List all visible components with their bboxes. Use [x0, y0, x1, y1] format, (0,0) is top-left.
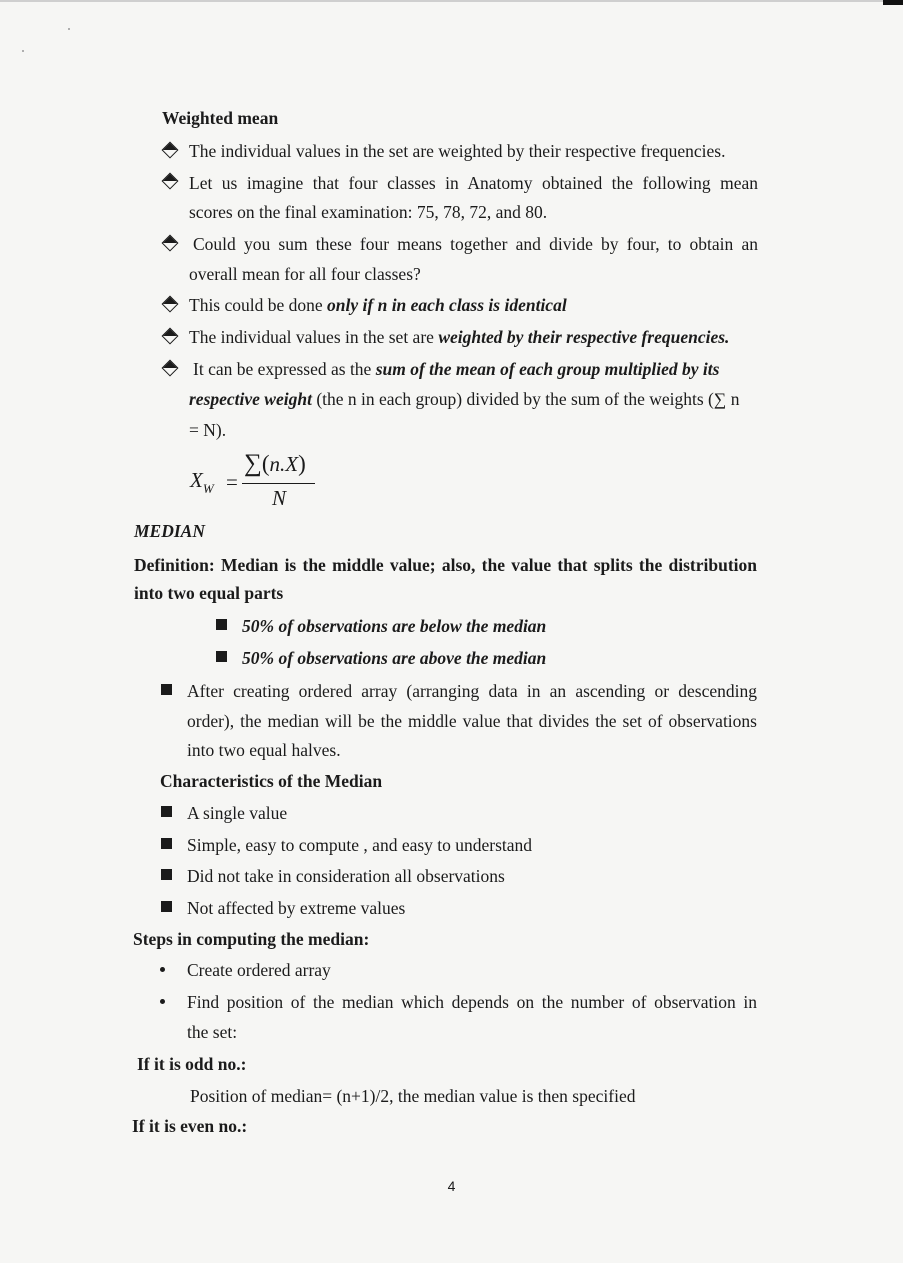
- diamond-bullet-icon: [162, 235, 179, 252]
- fraction-bar: [242, 483, 315, 484]
- formula-lhs-var: X: [190, 468, 203, 492]
- scan-speck: [22, 50, 24, 52]
- weighted-bullet-4-text: This could be done: [189, 295, 328, 315]
- characteristic-item: Simple, easy to compute , and easy to understand: [187, 835, 533, 855]
- weighted-bullet-6-rest: (the n in each group) divided by the sum of the weights (∑ n: [311, 389, 740, 409]
- steps-heading: Steps in computing the median:: [133, 929, 370, 949]
- diamond-bullet-icon: [162, 142, 179, 159]
- weighted-bullet-5: [189, 326, 729, 348]
- square-bullet-icon: [161, 838, 172, 849]
- step-item-1: Create ordered array: [187, 960, 331, 980]
- square-bullet-icon: [161, 806, 172, 817]
- diamond-bullet-icon: [162, 328, 179, 345]
- weighted-bullet-6-emphasis: sum of the mean of each group multiplied by its: [375, 359, 720, 379]
- weighted-bullet-3-line-2: overall mean for all four classes?: [189, 264, 421, 284]
- weighted-mean-formula: [188, 450, 328, 512]
- formula-numerator-var: n.X: [269, 452, 299, 476]
- formula-paren-close: ): [298, 451, 306, 476]
- square-bullet-icon: [161, 901, 172, 912]
- weighted-bullet-5-emphasis: weighted by their respective frequencies.: [438, 327, 730, 347]
- diamond-bullet-icon: [162, 173, 179, 190]
- weighted-bullet-2-line-2: scores on the final examination: 75, 78, 72, and 80.: [189, 202, 548, 222]
- page-top-edge: [0, 0, 903, 2]
- median-after-line-2: order), the median will be the middle value that divides the set of observations: [187, 711, 757, 731]
- characteristics-heading: Characteristics of the Median: [160, 771, 383, 791]
- median-after-line-3: into two equal halves.: [187, 740, 341, 760]
- formula-paren-open: (: [261, 451, 270, 476]
- median-after-line-1: After creating ordered array (arranging data in an ascending or descending: [187, 681, 757, 701]
- formula-numerator: [244, 450, 306, 478]
- step-item-2-line-1: Find position of the median which depends on the number of observation in: [187, 992, 757, 1012]
- characteristic-item: Not affected by extreme values: [187, 898, 406, 918]
- square-bullet-icon: [216, 619, 227, 630]
- diamond-bullet-icon: [162, 360, 179, 377]
- round-bullet-icon: [160, 967, 165, 972]
- weighted-bullet-6-line-2: [189, 388, 739, 410]
- median-definition-line-2: into two equal parts: [134, 583, 284, 603]
- median-split-above: 50% of observations are above the median: [242, 648, 547, 668]
- page-number: 4: [447, 1178, 456, 1194]
- weighted-bullet-6-emphasis-2: respective weight: [189, 389, 312, 409]
- weighted-bullet-4-emphasis: only if n in each class is identical: [327, 295, 567, 315]
- median-split-below: 50% of observations are below the median: [242, 616, 547, 636]
- scan-speck: [68, 28, 70, 30]
- round-bullet-icon: [160, 999, 165, 1004]
- median-definition-line-1: Definition: Median is the middle value; also, the value that splits the distribution: [134, 555, 757, 575]
- weighted-bullet-3-line-1: Could you sum these four means together and divide by four, to obtain an: [193, 234, 758, 254]
- diamond-bullet-icon: [162, 296, 179, 313]
- median-heading: MEDIAN: [134, 521, 205, 541]
- characteristic-item: Did not take in consideration all observations: [187, 866, 505, 886]
- weighted-bullet-1: The individual values in the set are weighted by their respective frequencies.: [189, 141, 726, 161]
- formula-equals: =: [226, 470, 238, 494]
- square-bullet-icon: [161, 869, 172, 880]
- formula-lhs: [190, 468, 214, 496]
- odd-position-text: Position of median= (n+1)/2, the median value is then specified: [190, 1086, 636, 1106]
- weighted-bullet-5-text: The individual values in the set are: [189, 327, 439, 347]
- characteristic-item: A single value: [187, 803, 288, 823]
- square-bullet-icon: [216, 651, 227, 662]
- formula-lhs-subscript: W: [202, 481, 214, 496]
- weighted-bullet-6-line-1: [193, 358, 719, 380]
- odd-heading: If it is odd no.:: [137, 1054, 247, 1074]
- sigma-symbol: ∑: [244, 450, 262, 477]
- weighted-bullet-6-line-3: = N).: [189, 420, 227, 440]
- square-bullet-icon: [161, 684, 172, 695]
- weighted-bullet-2-line-1: Let us imagine that four classes in Anatomy obtained the following mean: [189, 173, 758, 193]
- even-heading: If it is even no.:: [132, 1116, 248, 1136]
- formula-denominator: N: [272, 486, 287, 510]
- weighted-mean-heading: Weighted mean: [162, 108, 279, 128]
- weighted-bullet-6-text: It can be expressed as the: [193, 359, 376, 379]
- weighted-bullet-4: [189, 294, 567, 316]
- step-item-2-line-2: the set:: [187, 1022, 238, 1042]
- scan-corner-mark: [883, 0, 903, 5]
